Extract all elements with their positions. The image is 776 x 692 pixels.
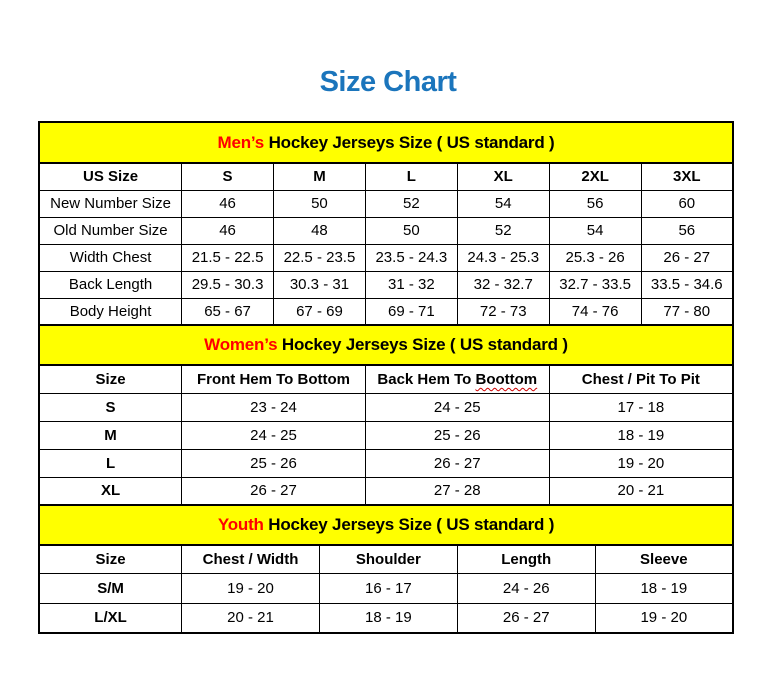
table-row [39,573,733,603]
column-header: Chest / Width [182,545,320,573]
row-label: Back Length [39,271,182,298]
data-cell: 26 - 27 [457,603,595,633]
data-cell: 18 - 19 [549,421,733,449]
data-cell: 24 - 25 [182,421,366,449]
data-cell: 16 - 17 [319,573,457,603]
row-label: S/M [39,573,182,603]
row-label: XL [39,477,182,505]
banner-highlight: Women’s [204,335,278,354]
section-banner-youth [39,505,733,545]
data-cell: 32.7 - 33.5 [549,271,641,298]
column-header-row [39,545,733,573]
banner-text: Hockey Jerseys Size ( US standard ) [264,132,555,152]
data-cell: 69 - 71 [365,298,457,325]
table-row [39,477,733,505]
page-title: Size Chart [319,66,457,98]
column-header: Shoulder [319,545,457,573]
data-cell: 24 - 26 [457,573,595,603]
data-cell: 52 [457,217,549,244]
table-row [39,244,733,271]
column-header: Front Hem To Bottom [182,365,366,393]
column-header: M [274,163,366,190]
column-header: L [365,163,457,190]
section-banner-row [39,325,733,365]
banner-text: Hockey Jerseys Size ( US standard ) [263,515,555,534]
data-cell: 50 [365,217,457,244]
data-cell: 20 - 21 [549,477,733,505]
data-cell: 32 - 32.7 [457,271,549,298]
table-row [39,271,733,298]
column-header-row [39,365,733,393]
data-cell: 25.3 - 26 [549,244,641,271]
data-cell: 30.3 - 31 [274,271,366,298]
row-label: Width Chest [39,244,182,271]
data-cell: 29.5 - 30.3 [182,271,274,298]
table-row [39,393,733,421]
column-header: Size [39,545,182,573]
data-cell: 72 - 73 [457,298,549,325]
column-header: Length [457,545,595,573]
data-cell: 17 - 18 [549,393,733,421]
data-cell: 23.5 - 24.3 [365,244,457,271]
data-cell: 20 - 21 [182,603,320,633]
banner-highlight: Men’s [217,132,265,152]
header-text-part: Back Hem To [377,370,476,388]
data-cell: 54 [549,217,641,244]
data-cell: 27 - 28 [365,477,549,505]
column-header: 3XL [641,163,733,190]
table-row [39,217,733,244]
data-cell: 18 - 19 [319,603,457,633]
data-cell: 25 - 26 [182,449,366,477]
section-banner-row [39,505,733,545]
data-cell: 25 - 26 [365,421,549,449]
column-header-row [39,163,733,190]
column-header: US Size [39,163,182,190]
size-table-womens [38,324,734,506]
data-cell: 26 - 27 [182,477,366,505]
data-cell: 46 [182,217,274,244]
row-label: New Number Size [39,190,182,217]
row-label: Old Number Size [39,217,182,244]
data-cell: 74 - 76 [549,298,641,325]
section-banner-mens [39,122,733,163]
size-table-mens [38,121,734,326]
data-cell: 56 [549,190,641,217]
data-cell: 21.5 - 22.5 [182,244,274,271]
data-cell: 22.5 - 23.5 [274,244,366,271]
data-cell: 46 [182,190,274,217]
misspelled-word: Boottom [475,370,538,388]
section-banner-row [39,122,733,163]
data-cell: 65 - 67 [182,298,274,325]
data-cell: 31 - 32 [365,271,457,298]
data-cell: 19 - 20 [595,603,733,633]
column-header: Size [39,365,182,393]
table-row [39,449,733,477]
column-header: XL [457,163,549,190]
column-header: Chest / Pit To Pit [549,365,733,393]
column-header [365,365,549,393]
row-label: Body Height [39,298,182,325]
banner-text: Hockey Jerseys Size ( US standard ) [277,335,568,354]
column-header: 2XL [549,163,641,190]
column-header: Sleeve [595,545,733,573]
size-table-youth [38,504,734,634]
data-cell: 54 [457,190,549,217]
data-cell: 50 [274,190,366,217]
size-chart-tables [38,121,734,634]
banner-highlight: Youth [217,515,264,534]
section-banner-womens [39,325,733,365]
table-row [39,298,733,325]
row-label: S [39,393,182,421]
table-row [39,421,733,449]
data-cell: 24.3 - 25.3 [457,244,549,271]
data-cell: 60 [641,190,733,217]
row-label: L [39,449,182,477]
data-cell: 18 - 19 [595,573,733,603]
data-cell: 26 - 27 [365,449,549,477]
data-cell: 77 - 80 [641,298,733,325]
data-cell: 33.5 - 34.6 [641,271,733,298]
data-cell: 56 [641,217,733,244]
row-label: M [39,421,182,449]
table-row [39,603,733,633]
data-cell: 23 - 24 [182,393,366,421]
data-cell: 19 - 20 [549,449,733,477]
data-cell: 19 - 20 [182,573,320,603]
data-cell: 48 [274,217,366,244]
column-header: S [182,163,274,190]
row-label: L/XL [39,603,182,633]
data-cell: 24 - 25 [365,393,549,421]
data-cell: 52 [365,190,457,217]
data-cell: 67 - 69 [274,298,366,325]
data-cell: 26 - 27 [641,244,733,271]
table-row [39,190,733,217]
